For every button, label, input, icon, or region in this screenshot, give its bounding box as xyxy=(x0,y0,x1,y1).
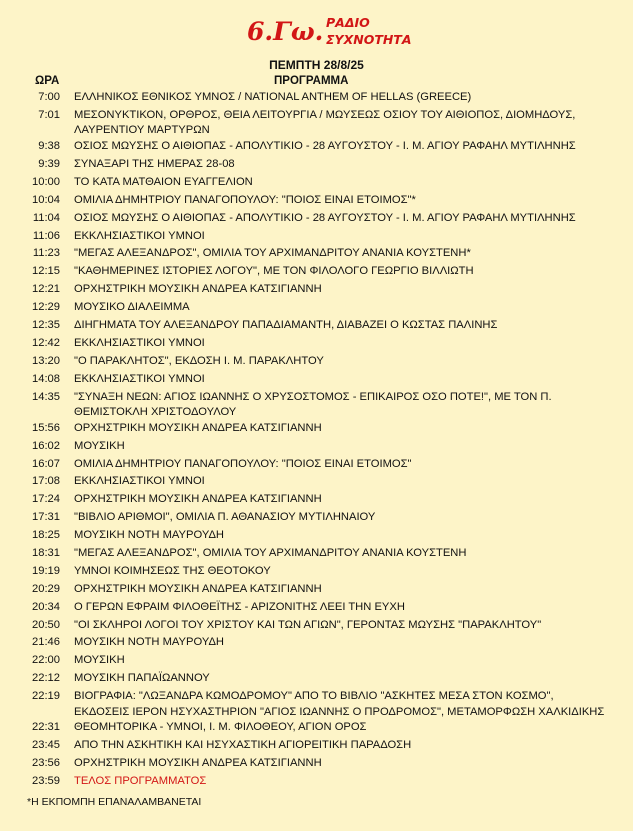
schedule-program xyxy=(74,474,614,489)
schedule-time: 11:23 xyxy=(32,247,60,260)
column-headers xyxy=(0,74,633,88)
schedule-program xyxy=(74,372,614,387)
schedule-time: 17:08 xyxy=(32,475,60,488)
schedule-program xyxy=(74,457,614,472)
schedule-time: 13:20 xyxy=(32,354,60,367)
schedule-program xyxy=(74,157,614,172)
schedule-program-line: ΜΕΣΟΝΥΚΤΙΚΟΝ, ΟΡΘΡΟΣ, ΘΕΙΑ ΛΕΙΤΟΥΡΓΙΑ / ΜΩΥΣΕΩΣ ΟΣΙΟΥ ΤΟΥ ΑΙΘΙΟΠΟΣ, ΔΙΟΜΗΔΟΥΣ, xyxy=(74,108,576,121)
schedule-time: 10:04 xyxy=(32,193,60,206)
schedule-program-line: ΒΙΟΓΡΑΦΙΑ: "ΛΩΞΑΝΔΡΑ ΚΩΜΟΔΡΟΜΟΥ" ΑΠΟ ΤΟ ΒΙΒΛΙΟ "ΑΣΚΗΤΕΣ ΜΕΣΑ ΣΤΟΝ ΚΟΣΜΟ", xyxy=(74,690,554,703)
schedule-program-line: "ΟΙ ΣΚΛΗΡΟΙ ΛΟΓΟΙ ΤΟΥ ΧΡΙΣΤΟΥ ΚΑΙ ΤΩΝ ΑΓΙΩΝ", ΓΕΡΟΝΤΑΣ ΜΩΥΣΗΣ "ΠΑΡΑΚΛΗΤΟΥ" xyxy=(74,618,542,631)
schedule-time: 20:34 xyxy=(32,600,60,613)
schedule-time: 14:08 xyxy=(32,372,60,385)
schedule-row xyxy=(0,421,633,439)
schedule-program-line: ΜΟΥΣΙΚΗ ΠΑΠΑΪΩΑΝΝΟΥ xyxy=(74,672,210,685)
schedule-time: 11:06 xyxy=(32,229,60,242)
schedule-time: 16:02 xyxy=(32,439,60,452)
schedule-row xyxy=(0,139,633,157)
schedule-row xyxy=(0,510,633,528)
schedule-program xyxy=(74,600,614,615)
schedule-time: 21:46 xyxy=(32,636,60,649)
schedule-row xyxy=(0,774,633,792)
station-name xyxy=(326,14,412,48)
schedule-row xyxy=(0,157,633,175)
schedule-program xyxy=(74,653,614,668)
schedule-program-line: ΥΜΝΟΙ ΚΟΙΜΗΣΕΩΣ ΤΗΣ ΘΕΟΤΟΚΟΥ xyxy=(74,564,271,577)
schedule-row xyxy=(0,618,633,636)
schedule-program-line: ΕΚΚΛΗΣΙΑΣΤΙΚΟΙ ΥΜΝΟΙ xyxy=(74,372,205,385)
schedule-time: 11:04 xyxy=(32,211,60,224)
schedule-row xyxy=(0,635,633,653)
schedule-program-line: ΘΕΜΙΣΤΟΚΛΗ ΧΡΙΣΤΟΔΟΥΛΟΥ xyxy=(74,405,237,418)
schedule-time: 18:25 xyxy=(32,529,60,542)
schedule-row xyxy=(0,671,633,689)
schedule-list xyxy=(0,90,633,792)
schedule-program-line: Ο ΓΕΡΩΝ ΕΦΡΑΙΜ ΦΙΛΟΘΕΪΤΗΣ - ΑΡΙΖΟΝΙΤΗΣ ΛΕΕΙ ΤΗΝ ΕΥΧΗ xyxy=(74,600,405,613)
schedule-program-line: ΜΟΥΣΙΚΗ ΝΟΤΗ ΜΑΥΡΟΥΔΗ xyxy=(74,529,224,542)
schedule-program-line: ΣΥΝΑΞΑΡΙ ΤΗΣ ΗΜΕΡΑΣ 28-08 xyxy=(74,157,235,170)
schedule-row xyxy=(0,211,633,229)
schedule-row xyxy=(0,175,633,193)
station-name-line2: ΣΥΧΝΟΤΗΤΑ xyxy=(326,32,412,47)
schedule-program xyxy=(74,336,614,351)
schedule-row xyxy=(0,300,633,318)
program-column-header: ΠΡΟΓΡΑΜΜΑ xyxy=(274,75,349,87)
schedule-program xyxy=(74,139,614,154)
schedule-program xyxy=(74,564,614,579)
schedule-time: 12:35 xyxy=(32,319,60,331)
schedule-program-line: ΟΜΙΛΙΑ ΔΗΜΗΤΡΙΟΥ ΠΑΝΑΓΟΠΟΥΛΟΥ: "ΠΟΙΟΣ ΕΙΝΑΙ ΕΤΟΙΜΟΣ"* xyxy=(74,193,416,206)
schedule-row xyxy=(0,336,633,354)
schedule-program xyxy=(74,546,614,561)
schedule-time: 9:39 xyxy=(38,157,60,170)
schedule-time: 16:07 xyxy=(32,457,60,470)
schedule-time: 9:38 xyxy=(38,140,60,153)
schedule-time: 22:31 xyxy=(32,721,60,734)
schedule-time: 20:50 xyxy=(32,618,60,631)
schedule-program-line: ΟΡΧΗΣΤΡΙΚΗ ΜΟΥΣΙΚΗ ΑΝΔΡΕΑ ΚΑΤΣΙΓΙΑΝΝΗ xyxy=(74,421,322,434)
schedule-time: 12:42 xyxy=(32,336,60,349)
schedule-time: 19:19 xyxy=(32,564,60,577)
schedule-program-line: ΘΕΟΜΗΤΟΡΙΚΑ - ΥΜΝΟΙ, Ι. Μ. ΦΙΛΟΘΕΟΥ, ΑΓΙΟΝ ΟΡΟΣ xyxy=(74,721,367,734)
schedule-program xyxy=(74,211,614,226)
schedule-program xyxy=(74,492,614,507)
schedule-time: 22:12 xyxy=(32,672,60,685)
schedule-program-line: ΤΕΛΟΣ ΠΡΟΓΡΑΜΜΑΤΟΣ xyxy=(74,775,207,787)
schedule-program-line: ΟΣΙΟΣ ΜΩΥΣΗΣ Ο ΑΙΘΙΟΠΑΣ - ΑΠΟΛΥΤΙΚΙΟ - 28 ΑΥΓΟΥΣΤΟΥ - Ι. Μ. ΑΓΙΟΥ ΡΑΦΑΗΛ ΜΥΤΙΛΗΝΗΣ xyxy=(74,211,576,224)
schedule-program-line: ΔΙΗΓΗΜΑΤΑ ΤΟΥ ΑΛΕΞΑΝΔΡΟΥ ΠΑΠΑΔΙΑΜΑΝΤΗ, ΔΙΑΒΑΖΕΙ Ο ΚΩΣΤΑΣ ΠΑΛΙΝΗΣ xyxy=(74,319,498,331)
schedule-program xyxy=(74,354,614,369)
schedule-program xyxy=(74,300,614,315)
schedule-time: 20:29 xyxy=(32,582,60,595)
schedule-program-line: ΜΟΥΣΙΚΟ ΔΙΑΛΕΙΜΜΑ xyxy=(74,301,190,314)
schedule-program xyxy=(74,90,614,105)
schedule-time: 14:35 xyxy=(32,390,60,403)
schedule-row xyxy=(0,372,633,390)
schedule-program xyxy=(74,229,614,244)
schedule-program-line: ΕΚΔΟΣΕΙΣ ΙΕΡΟΝ ΗΣΥΧΑΣΤΗΡΙΟΝ "ΑΓΙΟΣ ΙΩΑΝΝΗΣ Ο ΠΡΟΔΡΟΜΟΣ", ΜΕΤΑΜΟΡΦΩΣΗ ΧΑΛΚΙΔΙΚΗΣ xyxy=(74,705,605,718)
schedule-program-line: ΟΡΧΗΣΤΡΙΚΗ ΜΟΥΣΙΚΗ ΑΝΔΡΕΑ ΚΑΤΣΙΓΙΑΝΝΗ xyxy=(74,493,322,506)
schedule-date: ΠΕΜΠΤΗ 28/8/25 xyxy=(269,58,364,72)
schedule-program-line: ΛΑΥΡΕΝΤΙΟΥ ΜΑΡΤΥΡΩΝ xyxy=(74,124,210,137)
schedule-program xyxy=(74,246,614,261)
schedule-row xyxy=(0,439,633,457)
schedule-program-line: ΟΣΙΟΣ ΜΩΥΣΗΣ Ο ΑΙΘΙΟΠΑΣ - ΑΠΟΛΥΤΙΚΙΟ - 28 ΑΥΓΟΥΣΤΟΥ - Ι. Μ. ΑΓΙΟΥ ΡΑΦΑΗΛ ΜΥΤΙΛΗΝΗΣ xyxy=(74,140,576,153)
schedule-program-line: ΕΚΚΛΗΣΙΑΣΤΙΚΟΙ ΥΜΝΟΙ xyxy=(74,475,205,488)
schedule-program-line: "ΚΑΘΗΜΕΡΙΝΕΣ ΙΣΤΟΡΙΕΣ ΛΟΓΟΥ", ΜΕ ΤΟΝ ΦΙΛΟΛΟΓΟ ΓΕΩΡΓΙΟ ΒΙΛΛΙΩΤΗ xyxy=(74,265,474,278)
schedule-program-line: ΟΡΧΗΣΤΡΙΚΗ ΜΟΥΣΙΚΗ ΑΝΔΡΕΑ ΚΑΤΣΙΓΙΑΝΝΗ xyxy=(74,283,322,296)
schedule-time: 15:56 xyxy=(32,421,60,434)
station-name-line1: ΡΑΔΙΟ xyxy=(326,15,370,30)
schedule-program xyxy=(74,390,614,421)
station-logo: 6.Γω. xyxy=(247,17,324,46)
schedule-program xyxy=(74,635,614,650)
schedule-time: 7:01 xyxy=(38,108,60,121)
schedule-program xyxy=(74,421,614,436)
schedule-time: 18:31 xyxy=(32,547,60,559)
time-column-header: ΩΡΑ xyxy=(35,75,60,87)
schedule-time: 23:56 xyxy=(32,757,60,770)
schedule-program-line: ΕΛΛΗΝΙΚΟΣ ΕΘΝΙΚΟΣ ΥΜΝΟΣ / NATIONAL ANTHEM OF HELLAS (GREECE) xyxy=(74,91,472,103)
schedule-row xyxy=(0,318,633,336)
schedule-program-line: ΕΚΚΛΗΣΙΑΣΤΙΚΟΙ ΥΜΝΟΙ xyxy=(74,229,205,242)
schedule-program-line: ΟΜΙΛΙΑ ΔΗΜΗΤΡΙΟΥ ΠΑΝΑΓΟΠΟΥΛΟΥ: "ΠΟΙΟΣ ΕΙΝΑΙ ΕΤΟΙΜΟΣ" xyxy=(74,457,412,470)
schedule-program xyxy=(74,738,614,753)
schedule-program xyxy=(74,689,614,720)
schedule-program xyxy=(74,618,614,633)
schedule-row xyxy=(0,689,633,720)
schedule-program xyxy=(74,108,614,139)
schedule-program xyxy=(74,175,614,190)
schedule-program-line: ΜΟΥΣΙΚΗ ΝΟΤΗ ΜΑΥΡΟΥΔΗ xyxy=(74,636,224,649)
schedule-time: 10:00 xyxy=(32,175,60,188)
schedule-row xyxy=(0,492,633,510)
schedule-row xyxy=(0,738,633,756)
schedule-program xyxy=(74,720,614,735)
schedule-row xyxy=(0,108,633,139)
schedule-time: 17:24 xyxy=(32,493,60,506)
schedule-row xyxy=(0,546,633,564)
schedule-time: 7:00 xyxy=(38,91,60,103)
schedule-program xyxy=(74,439,614,454)
schedule-program-line: "Ο ΠΑΡΑΚΛΗΤΟΣ", ΕΚΔΟΣΗ Ι. Μ. ΠΑΡΑΚΛΗΤΟΥ xyxy=(74,354,324,367)
schedule-program-line: ΕΚΚΛΗΣΙΑΣΤΙΚΟΙ ΥΜΝΟΙ xyxy=(74,336,205,349)
schedule-program-line: ΑΠΟ ΤΗΝ ΑΣΚΗΤΙΚΗ ΚΑΙ ΗΣΥΧΑΣΤΙΚΗ ΑΓΙΟΡΕΙΤΙΚΗ ΠΑΡΑΔΟΣΗ xyxy=(74,739,412,752)
schedule-row xyxy=(0,528,633,546)
schedule-row xyxy=(0,457,633,475)
schedule-program-line: ΟΡΧΗΣΤΡΙΚΗ ΜΟΥΣΙΚΗ ΑΝΔΡΕΑ ΚΑΤΣΙΓΙΑΝΝΗ xyxy=(74,757,322,770)
schedule-program xyxy=(74,756,614,771)
schedule-row xyxy=(0,720,633,738)
schedule-time: 22:00 xyxy=(32,654,60,667)
schedule-program-line: ΜΟΥΣΙΚΗ xyxy=(74,654,125,667)
page-header xyxy=(0,10,633,52)
schedule-time: 12:29 xyxy=(32,301,60,314)
schedule-time: 12:21 xyxy=(32,283,60,296)
schedule-row xyxy=(0,282,633,300)
schedule-program xyxy=(74,671,614,686)
schedule-program xyxy=(74,193,614,208)
schedule-program xyxy=(74,282,614,297)
schedule-time: 23:59 xyxy=(32,775,60,787)
schedule-time: 12:15 xyxy=(32,265,60,278)
schedule-program xyxy=(74,318,614,333)
schedule-row xyxy=(0,390,633,421)
schedule-program-line: ΤΟ ΚΑΤΑ ΜΑΤΘΑΙΟΝ ΕΥΑΓΓΕΛΙΟΝ xyxy=(74,175,253,188)
schedule-time: 23:45 xyxy=(32,739,60,752)
schedule-program-line: "ΜΕΓΑΣ ΑΛΕΞΑΝΔΡΟΣ", ΟΜΙΛΙΑ ΤΟΥ ΑΡΧΙΜΑΝΔΡΙΤΟΥ ΑΝΑΝΙΑ ΚΟΥΣΤΕΝΗ xyxy=(74,547,467,559)
schedule-row xyxy=(0,246,633,264)
schedule-row xyxy=(0,354,633,372)
schedule-row xyxy=(0,564,633,582)
schedule-row xyxy=(0,600,633,618)
schedule-program-line: "ΜΕΓΑΣ ΑΛΕΞΑΝΔΡΟΣ", ΟΜΙΛΙΑ ΤΟΥ ΑΡΧΙΜΑΝΔΡΙΤΟΥ ΑΝΑΝΙΑ ΚΟΥΣΤΕΝΗ* xyxy=(74,247,471,260)
schedule-program-line: ΜΟΥΣΙΚΗ xyxy=(74,439,125,452)
schedule-program xyxy=(74,510,614,525)
schedule-program-line: ΟΡΧΗΣΤΡΙΚΗ ΜΟΥΣΙΚΗ ΑΝΔΡΕΑ ΚΑΤΣΙΓΙΑΝΝΗ xyxy=(74,582,322,595)
schedule-row xyxy=(0,193,633,211)
schedule-time: 22:19 xyxy=(32,690,60,703)
schedule-program xyxy=(74,582,614,597)
schedule-row xyxy=(0,756,633,774)
footnote: *Η ΕΚΠΟΜΠΗ ΕΠΑΝΑΛΑΜΒΑΝΕΤΑΙ xyxy=(27,796,202,808)
schedule-program-line: "ΒΙΒΛΙΟ ΑΡΙΘΜΟΙ", ΟΜΙΛΙΑ Π. ΑΘΑΝΑΣΙΟΥ ΜΥΤΙΛΗΝΑΙΟΥ xyxy=(74,511,376,524)
schedule-row xyxy=(0,90,633,108)
schedule-program-line: "ΣΥΝΑΞΗ ΝΕΩΝ: ΑΓΙΟΣ ΙΩΑΝΝΗΣ Ο ΧΡΥΣΟΣΤΟΜΟΣ - ΕΠΙΚΑΙΡΟΣ ΟΣΟ ΠΟΤΕ!", ΜΕ ΤΟΝ Π. xyxy=(74,390,552,403)
schedule-program xyxy=(74,774,614,789)
schedule-row xyxy=(0,229,633,247)
schedule-row xyxy=(0,474,633,492)
schedule-program xyxy=(74,264,614,279)
schedule-program xyxy=(74,528,614,543)
schedule-row xyxy=(0,653,633,671)
schedule-row xyxy=(0,264,633,282)
schedule-row xyxy=(0,582,633,600)
schedule-time: 17:31 xyxy=(32,511,60,524)
